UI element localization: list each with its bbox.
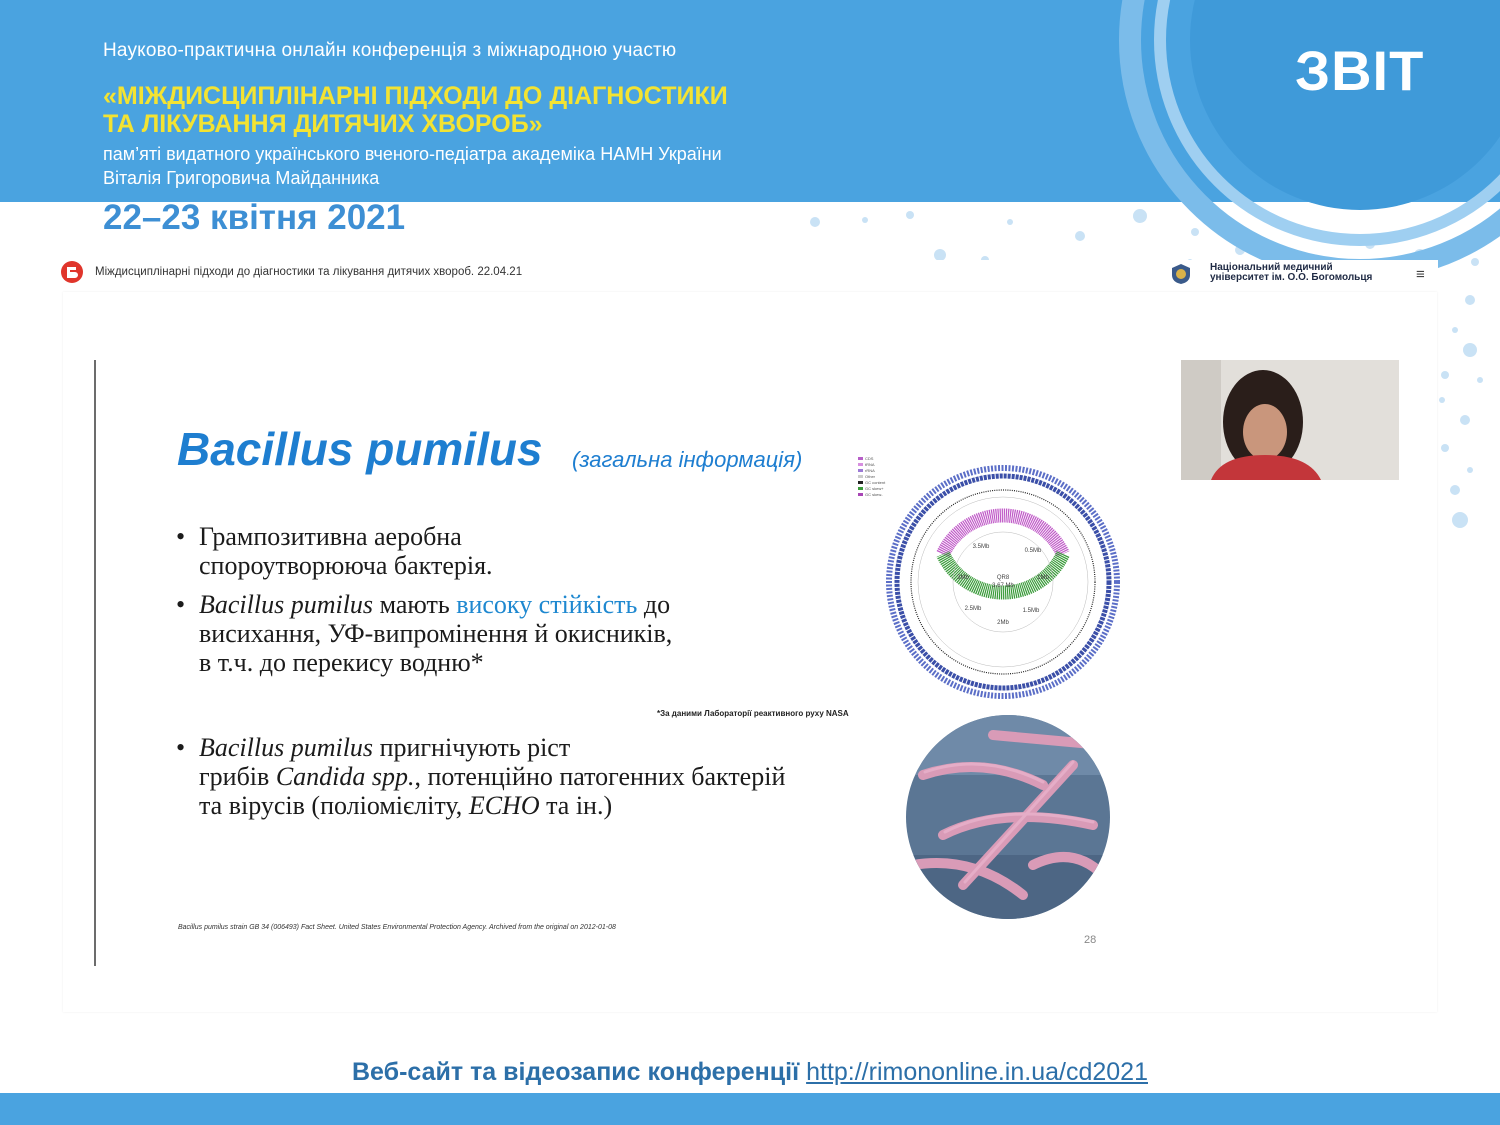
bullet2-part1: мають	[373, 590, 457, 619]
bullet3-line2a: грибів	[199, 762, 276, 791]
bullet-resistance	[176, 590, 896, 677]
slide-bullets-second	[176, 733, 916, 820]
bullet3-echo: ECHO	[468, 791, 540, 820]
genome-label-35: 3.5Mb	[972, 544, 990, 550]
university-name-line2: університет ім. О.О. Богомольця	[1210, 272, 1373, 283]
slide-title: Bacillus pumilus	[177, 423, 543, 475]
legend-gc-skew-minus: GC skew-	[865, 492, 883, 497]
bullet3-line2b: , потенційно патогенних бактерій	[414, 762, 786, 791]
slide-reference: Bacillus pumilus strain GB 34 (006493) Fact Sheet. United States Environmental Protection Agency. Archived from the original on 2012-01-08	[178, 924, 616, 931]
bullet3-line3a: та вірусів (поліомієліту,	[199, 791, 469, 820]
genome-label-05: 0.5Mb	[1024, 548, 1042, 554]
conference-subtitle: Науково-практична онлайн конференція з міжнародною участю	[103, 40, 677, 61]
bullet2-line3: в т.ч. до перекису водню*	[199, 648, 484, 677]
legend-gc-skew-plus: GC skew+	[865, 486, 884, 491]
legend-gc-content: GC content	[865, 480, 886, 485]
genome-center-name: QR8	[996, 575, 1010, 581]
bullet2-line2: висихання, УФ-випромінення й окисників,	[199, 619, 673, 648]
bullet1-line1: Грампозитивна аеробна	[199, 522, 462, 551]
bullet-gram-positive	[176, 522, 896, 580]
genome-label-15: 1.5Mb	[1022, 608, 1040, 614]
genome-label-25: 2.5Mb	[964, 606, 982, 612]
conference-title-line1: «МІЖДИСЦИПЛІНАРНІ ПІДХОДИ ДО ДІАГНОСТИКИ	[103, 82, 728, 110]
dedication-line1: пам’яті видатного українського вченого-педіатра академіка НАМН України	[103, 144, 722, 164]
report-label: ЗВІТ	[1295, 39, 1425, 102]
genome-legend	[858, 456, 886, 497]
app-logo-icon	[60, 260, 84, 284]
slide-bullets	[176, 522, 896, 687]
conference-title-line2: ТА ЛІКУВАННЯ ДИТЯЧИХ ХВОРОБ»	[103, 110, 543, 138]
footer-bar	[0, 1093, 1500, 1125]
footer-label: Веб-сайт та відеозапис конференції	[352, 1058, 800, 1086]
university-name	[1210, 263, 1400, 283]
legend-other: Other	[865, 474, 876, 479]
slide-subtitle: (загальна інформація)	[572, 447, 803, 472]
slide-left-rule	[94, 360, 96, 966]
genome-label-3: 3Mb	[957, 575, 969, 581]
dedication-line2: Віталія Григоровича Майданника	[103, 168, 380, 188]
conference-website-link[interactable]: http://rimononline.in.ua/cd2021	[806, 1058, 1148, 1086]
university-emblem-icon	[1170, 263, 1192, 285]
bullet2-part2: до	[637, 590, 671, 619]
speaker-video-thumbnail[interactable]	[1181, 360, 1399, 480]
footer-caption	[0, 1058, 1500, 1087]
genome-label-1: 1Mb	[1037, 575, 1049, 581]
speaker-avatar	[1181, 360, 1399, 480]
menu-icon[interactable]: ≡	[1416, 266, 1425, 283]
screen-share-bar	[60, 260, 1438, 288]
nasa-footnote: *За даними Лабораторії реактивного руху NASA	[657, 709, 849, 718]
legend-trna: tRNA	[865, 462, 875, 467]
genome-map-figure	[865, 456, 1123, 692]
bullet3-line3b: та ін.)	[539, 791, 613, 820]
university-name-line1: Національний медичний	[1210, 262, 1333, 273]
bullet2-highlight: високу стійкість	[456, 590, 638, 619]
bullet3-species: Bacillus pumilus	[199, 733, 374, 762]
conference-title	[103, 82, 863, 138]
slide-page-number: 28	[1084, 934, 1097, 946]
legend-rrna: rRNA	[865, 468, 875, 473]
bullet3-candida: Candida spp.	[275, 762, 415, 791]
genome-label-2: 2Mb	[997, 620, 1009, 626]
legend-cds: CDS	[865, 456, 874, 461]
conference-dedication	[103, 142, 863, 190]
meeting-title: Міждисциплінарні підходи до діагностики та лікування дитячих хвороб. 22.04.21	[95, 266, 523, 278]
banner-circles	[1080, 0, 1500, 260]
conference-date: 22–23 квітня 2021	[103, 198, 406, 237]
bacteria-micrograph	[903, 715, 1113, 920]
bullet2-species: Bacillus pumilus	[199, 590, 374, 619]
conference-banner	[0, 0, 1500, 202]
bullet-inhibition	[176, 733, 916, 820]
genome-center-size: 3.67 Mb	[992, 583, 1014, 589]
bullet1-line2: спороутворююча бактерія.	[199, 551, 493, 580]
bullet3-part1: пригнічують ріст	[373, 733, 571, 762]
